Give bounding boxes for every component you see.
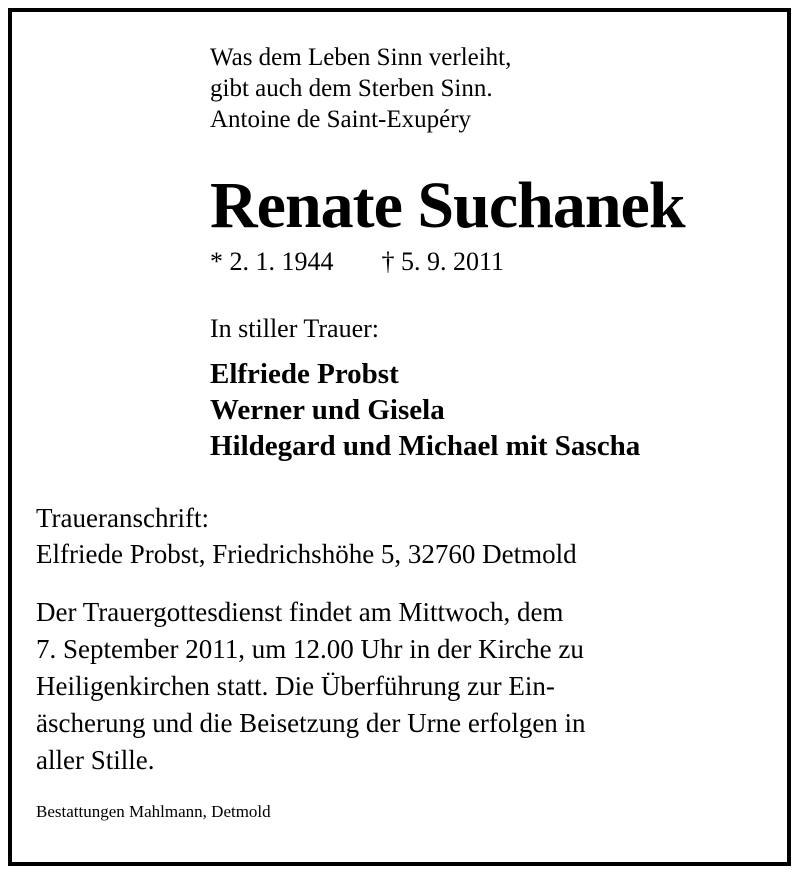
service-line: 7. September 2011, um 12.00 Uhr in der Kirche zu <box>36 634 584 664</box>
quote-author: Antoine de Saint-Exupéry <box>210 106 472 133</box>
life-dates <box>210 242 504 282</box>
mourner-name: Elfriede Probst <box>210 358 399 390</box>
address-value: Elfriede Probst, Friedrichshöhe 5, 32760 Detmold <box>36 539 577 569</box>
mourners-list <box>210 356 640 464</box>
birth-date: * 2. 1. 1944 <box>210 247 334 276</box>
funeral-service-notice <box>36 594 586 779</box>
epigraph-quote <box>210 42 511 135</box>
deceased-name: Renate Suchanek <box>210 169 685 242</box>
undertaker-credit: Bestattungen Mahlmann, Detmold <box>36 802 271 821</box>
service-line: äscherung und die Beisetzung der Urne erfolgen in <box>36 708 586 738</box>
quote-line: Was dem Leben Sinn verleiht, <box>210 44 512 71</box>
mourning-address <box>36 500 577 572</box>
death-date: † 5. 9. 2011 <box>381 247 505 276</box>
mourner-name: Hildegard und Michael mit Sascha <box>210 430 641 462</box>
mourner-name: Werner und Gisela <box>210 394 445 426</box>
mourners-label: In stiller Trauer: <box>210 314 379 343</box>
service-line: Der Trauergottesdienst findet am Mittwoch, dem <box>36 597 564 627</box>
service-line: aller Stille. <box>36 745 155 775</box>
address-label: Traueranschrift: <box>36 503 209 533</box>
service-line: Heiligenkirchen statt. Die Überführung zur Ein- <box>36 671 555 701</box>
quote-line: gibt auch dem Sterben Sinn. <box>210 75 493 102</box>
